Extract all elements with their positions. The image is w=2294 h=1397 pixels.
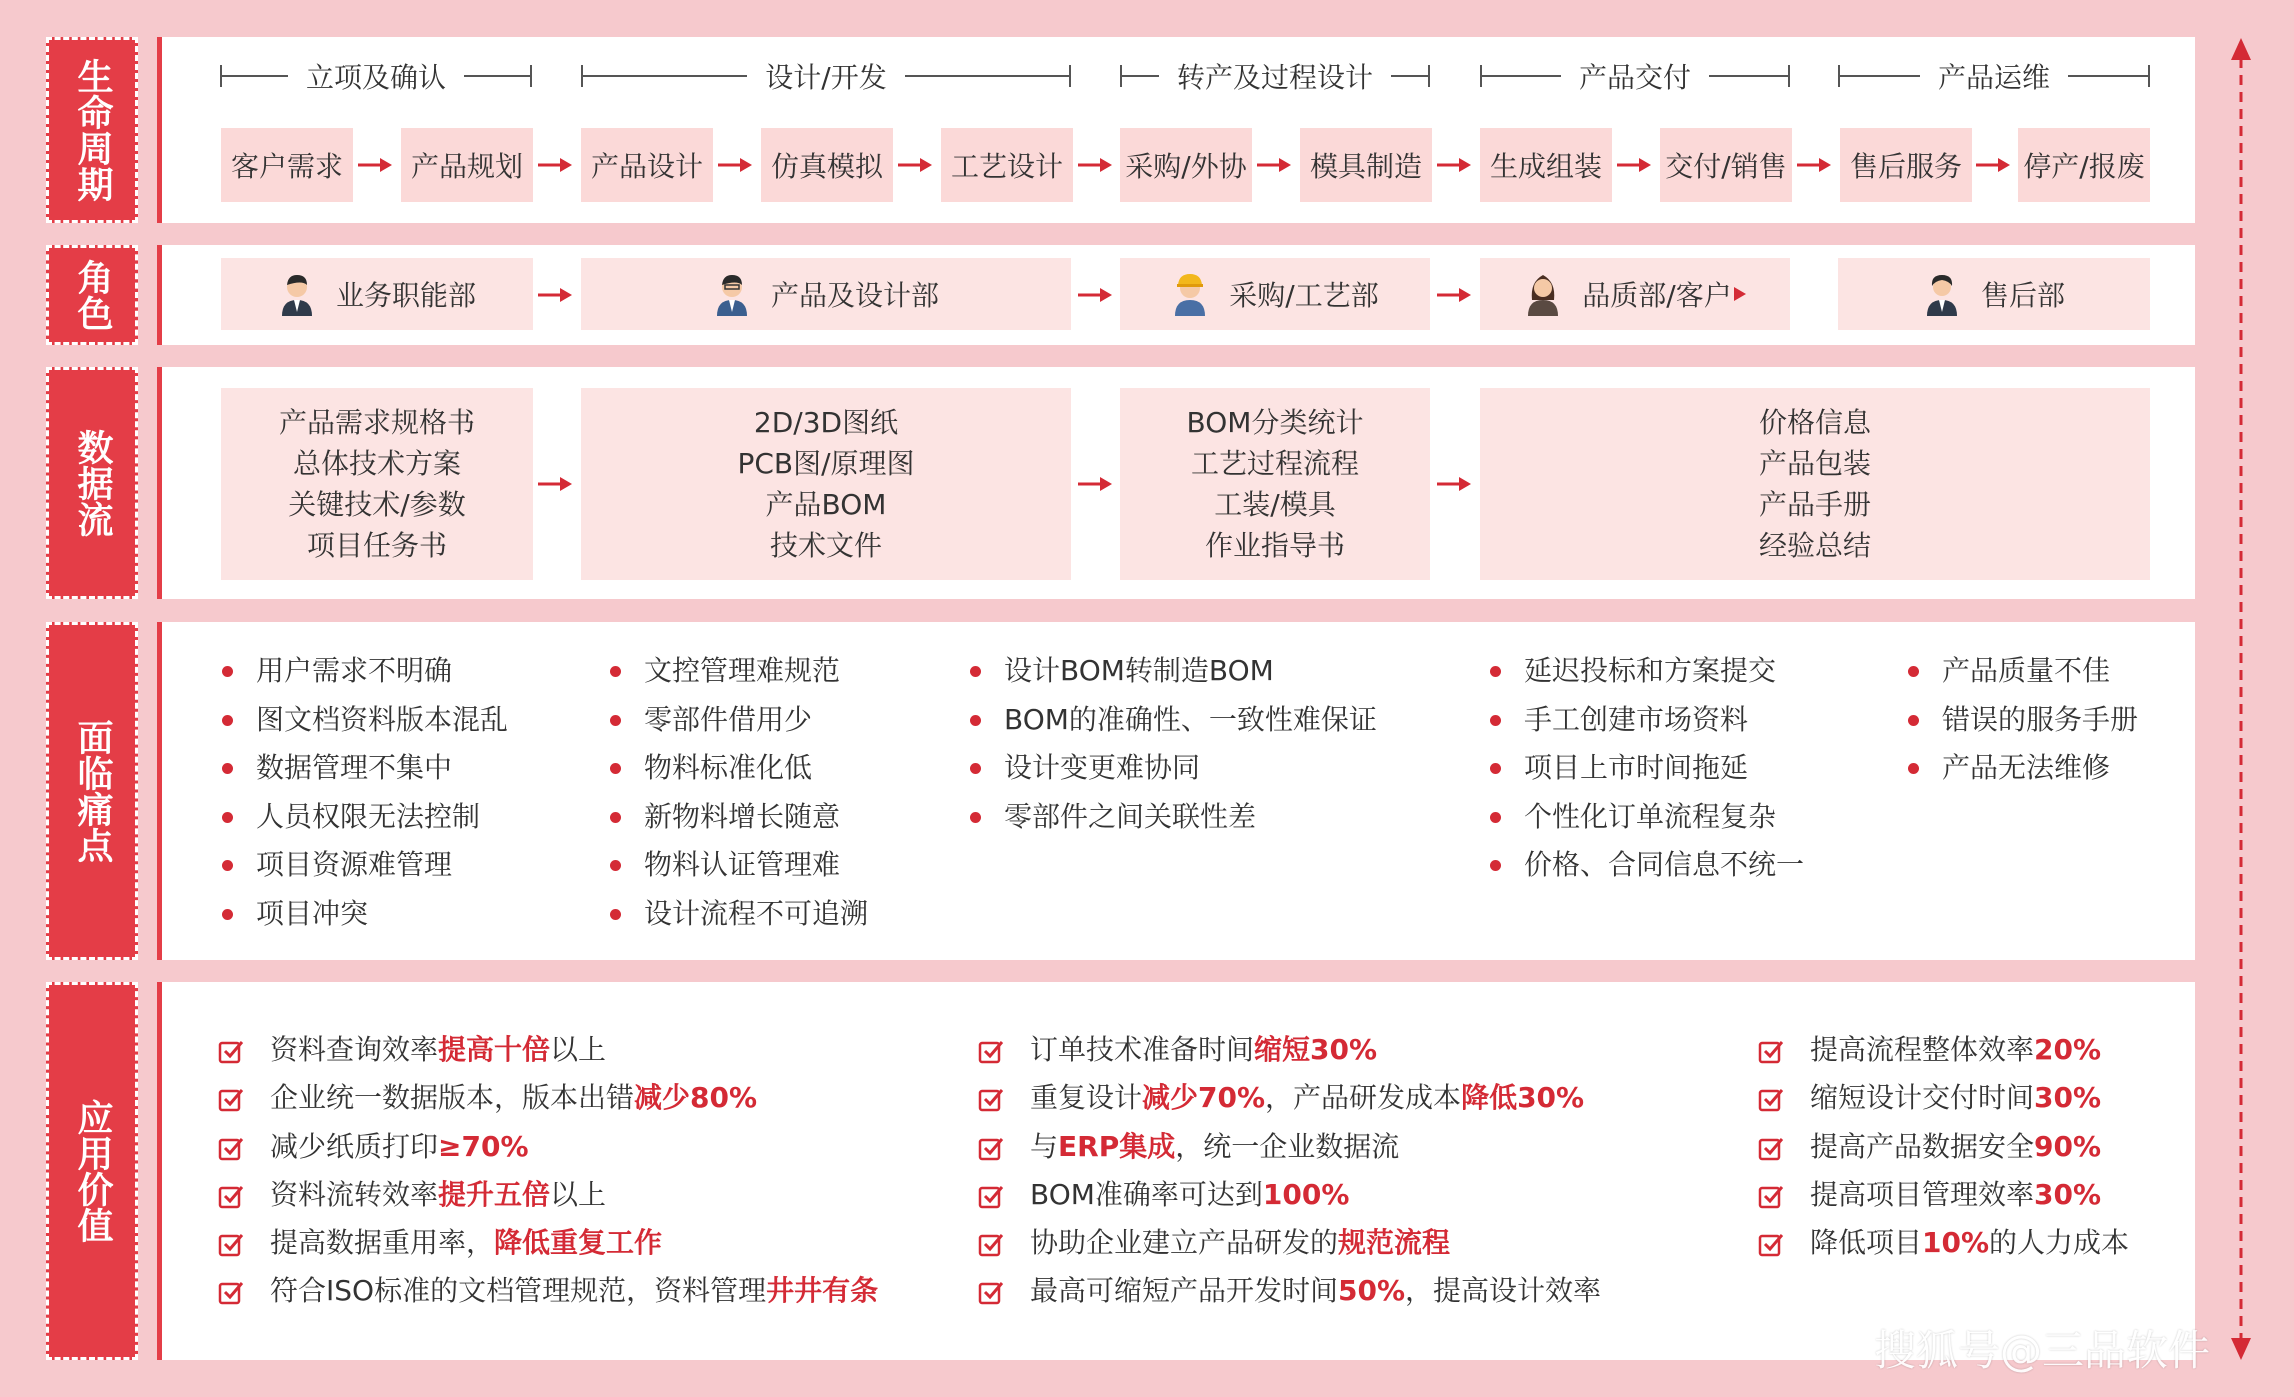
role-box [1120, 258, 1430, 330]
arrow-right-icon [1078, 288, 1112, 302]
role-box [1838, 258, 2150, 330]
arrow-right-icon [538, 477, 572, 491]
step-box: 采购/外协 [1120, 128, 1252, 202]
value-highlight: 降低30% [1461, 1081, 1585, 1115]
row-label-role-text: 角色 [72, 259, 113, 331]
role-label: 业务职能部 [335, 279, 476, 312]
value-item [1758, 1074, 2129, 1122]
data-item: 产品需求规格书 [278, 406, 475, 439]
value-text: 以上 [550, 1177, 607, 1211]
pain-item: 设计流程不可追溯 [606, 890, 868, 939]
data-item: 产品包装 [1758, 447, 1871, 480]
value-item [218, 1123, 878, 1171]
checkbox-icon [1758, 1183, 1784, 1209]
value-text: 重复设计 [1030, 1081, 1143, 1115]
value-text: BOM准确率可达到 [1030, 1177, 1263, 1211]
value-highlight: 30% [2034, 1081, 2102, 1115]
value-text: 降低项目 [1810, 1226, 1923, 1260]
row-label-pain [46, 622, 138, 960]
data-item: 项目任务书 [306, 529, 447, 562]
worker-icon [1171, 272, 1209, 316]
arrow-right-icon [1437, 477, 1471, 491]
data-item: 价格信息 [1758, 406, 1871, 439]
arrow-right-icon [1078, 477, 1112, 491]
pain-item: 产品无法维修 [1904, 744, 2138, 793]
pain-item: 图文档资料版本混乱 [218, 696, 508, 745]
checkbox-icon [1758, 1135, 1784, 1161]
pain-column [606, 647, 868, 938]
row-label-role [46, 245, 138, 345]
pain-item: 项目资源难管理 [218, 841, 508, 890]
pain-item: 零部件借用少 [606, 696, 868, 745]
checkbox-icon [1758, 1086, 1784, 1112]
data-box [221, 388, 533, 580]
value-item [978, 1219, 1601, 1267]
checkbox-icon [218, 1231, 244, 1257]
phase-4 [1480, 56, 1790, 96]
arrow-right-icon [1734, 287, 1746, 301]
checkbox-icon [218, 1038, 244, 1064]
pain-item: 项目冲突 [218, 890, 508, 939]
row-label-dataflow-text: 数据流 [72, 429, 113, 537]
arrow-right-icon [358, 158, 392, 172]
value-text: 订单技术准备时间 [1030, 1033, 1255, 1066]
pain-column [1904, 647, 2138, 793]
data-item: 工装/模具 [1214, 488, 1336, 521]
data-item: 2D/3D图纸 [753, 406, 899, 439]
step-box: 停产/报废 [2018, 128, 2150, 202]
checkbox-icon [218, 1183, 244, 1209]
pain-item: 设计BOM转制造BOM [966, 647, 1377, 696]
value-column [218, 1026, 878, 1316]
value-highlight: 提高十倍 [438, 1033, 551, 1066]
value-column [978, 1026, 1601, 1316]
checkbox-icon [978, 1135, 1004, 1161]
role-label: 产品及设计部 [770, 279, 939, 312]
arrow-right-icon [898, 158, 932, 172]
phase-1 [220, 56, 532, 96]
pain-column [966, 647, 1377, 841]
checkbox-icon [1758, 1231, 1784, 1257]
person-icon [713, 272, 751, 316]
checkbox-icon [1758, 1038, 1784, 1064]
arrow-right-icon [538, 288, 572, 302]
value-item [218, 1267, 878, 1315]
value-text: 协助企业建立产品研发的 [1030, 1226, 1339, 1260]
person-icon [1923, 272, 1961, 316]
value-highlight: 100% [1262, 1177, 1350, 1211]
arrow-right-icon [1437, 288, 1471, 302]
pain-item: BOM的准确性、一致性难保证 [966, 696, 1377, 745]
data-item: 工艺过程流程 [1190, 447, 1359, 480]
value-text: 缩短设计交付时间 [1810, 1081, 2035, 1115]
pain-item: 物料认证管理难 [606, 841, 868, 890]
value-item [978, 1171, 1601, 1219]
value-item [978, 1123, 1601, 1171]
value-item [1758, 1219, 2129, 1267]
value-item [218, 1171, 878, 1219]
phase-label: 产品运维 [1938, 61, 2051, 94]
watermark: 搜狐号@三品软件 [1874, 1326, 2211, 1375]
pain-item: 错误的服务手册 [1904, 696, 2138, 745]
data-item: 关键技术/参数 [288, 488, 466, 521]
step-box: 产品设计 [581, 128, 713, 202]
pain-item: 文控管理难规范 [606, 647, 868, 696]
value-text: 提高数据重用率， [270, 1226, 495, 1260]
row-label-pain-text: 面临痛点 [72, 719, 113, 863]
pain-item: 零部件之间关联性差 [966, 793, 1377, 842]
arrow-right-icon [1257, 158, 1291, 172]
data-box [1120, 388, 1430, 580]
phase-label: 设计/开发 [765, 61, 887, 94]
arrow-right-icon [1617, 158, 1651, 172]
value-text: 减少纸质打印 [270, 1129, 439, 1163]
checkbox-icon [218, 1279, 244, 1305]
checkbox-icon [978, 1038, 1004, 1064]
pain-item: 延迟投标和方案提交 [1486, 647, 1804, 696]
pain-item: 用户需求不明确 [218, 647, 508, 696]
data-item: 技术文件 [769, 529, 882, 562]
step-box: 售后服务 [1840, 128, 1972, 202]
step-box: 工艺设计 [941, 128, 1073, 202]
value-highlight: 减少70% [1142, 1081, 1266, 1115]
value-text: 最高可缩短产品开发时间 [1030, 1274, 1339, 1308]
value-item [218, 1026, 878, 1074]
arrow-right-icon [1976, 158, 2010, 172]
row-label-value-text: 应用价值 [72, 1099, 113, 1243]
value-highlight: 规范流程 [1338, 1226, 1451, 1260]
value-highlight: 10% [1922, 1226, 1990, 1260]
vertical-dashed-arrow-icon [2228, 36, 2254, 1362]
value-item [218, 1219, 878, 1267]
value-text: 提高产品数据安全 [1810, 1129, 2035, 1163]
value-highlight: ≥70% [438, 1129, 529, 1163]
step-box: 客户需求 [221, 128, 353, 202]
value-text: 资料查询效率 [270, 1033, 439, 1066]
arrow-right-icon [1078, 158, 1112, 172]
pain-item: 物料标准化低 [606, 744, 868, 793]
value-highlight: ERP集成 [1058, 1129, 1176, 1163]
value-text: ，产品研发成本 [1265, 1081, 1462, 1115]
value-item [978, 1267, 1601, 1315]
pain-column [1486, 647, 1804, 890]
value-text: ，统一企业数据流 [1175, 1129, 1400, 1163]
phase-label: 转产及过程设计 [1177, 61, 1374, 94]
step-box: 交付/销售 [1660, 128, 1792, 202]
value-highlight: 90% [2034, 1129, 2102, 1163]
pain-item: 个性化订单流程复杂 [1486, 793, 1804, 842]
role-label: 售后部 [1980, 279, 2065, 312]
step-box: 生成组装 [1480, 128, 1612, 202]
arrow-right-icon [1797, 158, 1831, 172]
phase-label: 立项及确认 [306, 61, 447, 94]
woman-icon [1524, 272, 1562, 316]
value-text: ，提高设计效率 [1405, 1274, 1602, 1308]
checkbox-icon [218, 1086, 244, 1112]
value-item [978, 1074, 1601, 1122]
value-text: 符合ISO标准的文档管理规范，资料管理 [270, 1274, 767, 1308]
data-box [1480, 388, 2150, 580]
row-label-lifecycle-text: 生命周期 [72, 58, 113, 202]
pain-column [218, 647, 508, 938]
checkbox-icon [978, 1183, 1004, 1209]
row-label-lifecycle [46, 37, 138, 223]
phase-label: 产品交付 [1579, 61, 1692, 94]
pain-item: 人员权限无法控制 [218, 793, 508, 842]
row-label-dataflow [46, 367, 138, 599]
step-box: 模具制造 [1300, 128, 1432, 202]
pain-item: 数据管理不集中 [218, 744, 508, 793]
data-item: 作业指导书 [1204, 529, 1345, 562]
phase-3 [1120, 56, 1430, 96]
value-highlight: 20% [2034, 1033, 2102, 1066]
role-box [581, 258, 1071, 330]
data-item: 总体技术方案 [292, 447, 461, 480]
role-label: 品质部/客户 [1582, 279, 1732, 312]
value-highlight: 50% [1338, 1274, 1406, 1308]
arrow-right-icon [718, 158, 752, 172]
value-highlight: 井井有条 [766, 1274, 879, 1308]
value-text: 企业统一数据版本，版本出错 [270, 1081, 635, 1115]
checkbox-icon [978, 1279, 1004, 1305]
value-column [1758, 1026, 2129, 1267]
pain-item: 新物料增长随意 [606, 793, 868, 842]
role-label: 采购/工艺部 [1229, 279, 1379, 312]
role-box [221, 258, 533, 330]
value-text: 的人力成本 [1989, 1226, 2130, 1260]
checkbox-icon [978, 1086, 1004, 1112]
value-item [1758, 1026, 2129, 1074]
checkbox-icon [218, 1135, 244, 1161]
arrow-right-icon [538, 158, 572, 172]
value-text: 提高流程整体效率 [1810, 1033, 2035, 1066]
data-item: 经验总结 [1758, 529, 1871, 562]
value-text: 资料流转效率 [270, 1177, 439, 1211]
arrow-right-icon [1437, 158, 1471, 172]
step-box: 产品规划 [401, 128, 533, 202]
value-item [1758, 1171, 2129, 1219]
step-box: 仿真模拟 [761, 128, 893, 202]
phase-5 [1838, 56, 2150, 96]
value-text: 提高项目管理效率 [1810, 1177, 2035, 1211]
value-text: 与 [1030, 1129, 1059, 1163]
value-item [1758, 1123, 2129, 1171]
value-highlight: 减少80% [634, 1081, 758, 1115]
pain-item: 价格、合同信息不统一 [1486, 841, 1804, 890]
pain-item: 设计变更难协同 [966, 744, 1377, 793]
value-highlight: 30% [2034, 1177, 2102, 1211]
phase-2 [581, 56, 1071, 96]
pain-item: 项目上市时间拖延 [1486, 744, 1804, 793]
value-item [978, 1026, 1601, 1074]
data-box [581, 388, 1071, 580]
data-item: 产品手册 [1758, 488, 1871, 521]
checkbox-icon [978, 1231, 1004, 1257]
data-item: PCB图/原理图 [737, 447, 915, 480]
person-icon [278, 272, 316, 316]
data-item: BOM分类统计 [1186, 406, 1364, 439]
value-item [218, 1074, 878, 1122]
role-box [1480, 258, 1790, 330]
value-highlight: 降低重复工作 [494, 1226, 663, 1260]
pain-item: 产品质量不佳 [1904, 647, 2138, 696]
pain-item: 手工创建市场资料 [1486, 696, 1804, 745]
value-highlight: 提升五倍 [438, 1177, 551, 1211]
value-highlight: 缩短30% [1254, 1033, 1378, 1066]
data-item: 产品BOM [765, 488, 887, 521]
row-label-value [46, 982, 138, 1360]
value-text: 以上 [550, 1033, 607, 1066]
